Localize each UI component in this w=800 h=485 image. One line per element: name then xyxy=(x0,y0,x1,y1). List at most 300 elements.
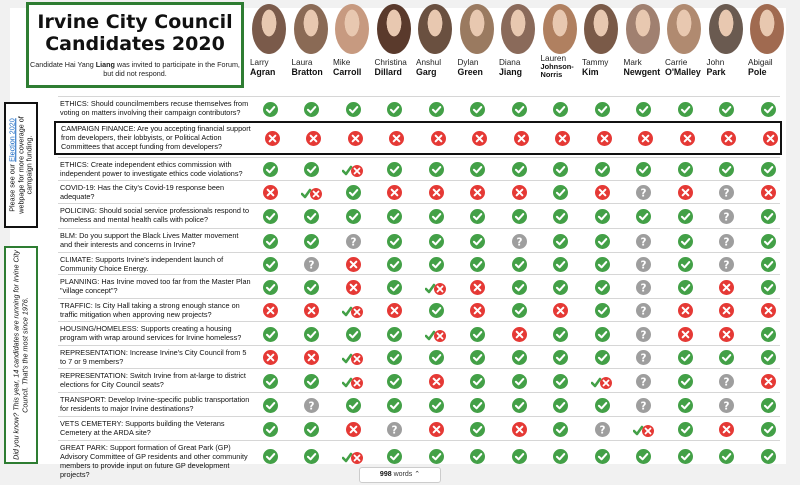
question-text: BLM: Do you support the Black Lives Matter movement and their interests and concerns in Irvine? xyxy=(60,231,239,249)
question-icon xyxy=(636,185,651,200)
check-icon xyxy=(346,209,361,224)
check-icon xyxy=(304,209,319,224)
check-icon xyxy=(678,280,693,295)
candidate-first-name: Anshul xyxy=(416,58,442,67)
question-row xyxy=(58,392,780,416)
candidate-last-name: Newgent xyxy=(623,67,661,77)
x-icon xyxy=(387,185,402,200)
x-icon xyxy=(638,131,653,146)
answer-unknown xyxy=(304,398,319,413)
x-icon xyxy=(719,327,734,342)
check-icon xyxy=(387,449,402,464)
check-icon xyxy=(304,422,319,437)
answer-unknown xyxy=(636,350,651,365)
candidate-photo xyxy=(584,4,618,54)
answer-yes xyxy=(678,257,693,272)
answer-yes xyxy=(512,350,527,365)
question-row xyxy=(58,252,780,274)
answer-yes xyxy=(387,209,402,224)
answer-yes xyxy=(678,350,693,365)
x-icon xyxy=(678,303,693,318)
page-title: Irvine City Council Candidates 2020 xyxy=(37,11,233,55)
answer-yes xyxy=(719,350,734,365)
check-icon xyxy=(553,257,568,272)
check-icon xyxy=(470,162,485,177)
candidate-last-name: Park xyxy=(706,67,726,77)
answer-no xyxy=(678,303,693,318)
answer-yes xyxy=(595,234,610,249)
check-icon xyxy=(761,209,776,224)
check-icon xyxy=(678,398,693,413)
answer-yes xyxy=(429,209,444,224)
answer-yes xyxy=(719,162,734,177)
x-icon xyxy=(429,185,444,200)
check-icon xyxy=(387,162,402,177)
title-box xyxy=(26,2,244,88)
answer-yes xyxy=(346,209,361,224)
answer-yes xyxy=(678,398,693,413)
check-icon xyxy=(553,398,568,413)
answer-unknown xyxy=(719,185,734,200)
answer-yes xyxy=(346,102,361,117)
x-icon xyxy=(512,422,527,437)
answer-no xyxy=(555,131,570,146)
answer-yes xyxy=(470,102,485,117)
answer-yes xyxy=(387,350,402,365)
candidate-photo xyxy=(460,4,494,54)
answer-yes xyxy=(304,280,319,295)
answer-yes xyxy=(761,398,776,413)
answer-yes xyxy=(761,422,776,437)
x-icon xyxy=(680,131,695,146)
election-coverage-note: Please see our Election 2020 webpage for more coverage of campaign funding. xyxy=(4,102,38,228)
check-icon xyxy=(761,422,776,437)
check-icon xyxy=(346,327,361,342)
check-icon xyxy=(263,162,278,177)
question-text: ETHICS: Should councilmembers recuse themselves from voting on matters involving their campaign contributors? xyxy=(60,99,249,117)
answer-no xyxy=(472,131,487,146)
answer-unknown xyxy=(595,422,610,437)
answer-yes xyxy=(553,185,568,200)
answer-yes xyxy=(429,449,444,464)
answer-yes xyxy=(387,102,402,117)
answer-no xyxy=(719,422,734,437)
check-icon xyxy=(636,162,651,177)
answer-yes xyxy=(470,374,485,389)
question-icon xyxy=(636,280,651,295)
check-icon xyxy=(387,327,402,342)
answer-no xyxy=(387,185,402,200)
answer-yes xyxy=(761,280,776,295)
answer-yes xyxy=(595,162,610,177)
chevron-updown-icon: ⌃ xyxy=(414,471,421,478)
word-count-widget[interactable]: 998 words ⌃ xyxy=(359,467,441,483)
check-icon xyxy=(595,257,610,272)
candidate-bratton xyxy=(292,0,332,77)
answer-unknown xyxy=(719,374,734,389)
answer-yes xyxy=(512,162,527,177)
x-icon xyxy=(348,131,363,146)
answer-yes xyxy=(678,209,693,224)
answer-yes xyxy=(553,398,568,413)
question-text: REPRESENTATION: Increase Irvine's City Council from 5 to 7 or 9 members? xyxy=(60,348,247,366)
question-icon xyxy=(719,185,734,200)
mixed-icon xyxy=(425,327,447,343)
answer-yes xyxy=(470,209,485,224)
question-text: COVID-19: Has the City's Covid-19 response been adequate? xyxy=(60,183,225,201)
answer-yes xyxy=(761,327,776,342)
candidate-photo xyxy=(626,4,660,54)
x-icon xyxy=(429,374,444,389)
answer-no xyxy=(597,131,612,146)
svg-text:?: ? xyxy=(640,375,647,388)
check-icon xyxy=(719,449,734,464)
answer-yes xyxy=(387,327,402,342)
answer-unknown xyxy=(719,398,734,413)
check-icon xyxy=(553,280,568,295)
check-icon xyxy=(263,374,278,389)
question-icon xyxy=(719,257,734,272)
check-icon xyxy=(553,162,568,177)
answer-yes xyxy=(678,102,693,117)
answer-yes xyxy=(636,102,651,117)
check-icon xyxy=(595,102,610,117)
check-icon xyxy=(263,102,278,117)
check-icon xyxy=(512,209,527,224)
answer-yes xyxy=(678,280,693,295)
check-icon xyxy=(346,185,361,200)
answer-yes xyxy=(387,162,402,177)
x-icon xyxy=(346,280,361,295)
check-icon xyxy=(636,209,651,224)
question-row xyxy=(58,321,780,345)
question-row xyxy=(58,274,780,298)
x-icon xyxy=(597,131,612,146)
answer-yes xyxy=(304,327,319,342)
check-icon xyxy=(595,398,610,413)
answer-unknown xyxy=(636,374,651,389)
answer-yes xyxy=(387,449,402,464)
answer-no xyxy=(263,350,278,365)
answer-yes xyxy=(595,350,610,365)
check-icon xyxy=(470,449,485,464)
check-icon xyxy=(678,209,693,224)
question-icon xyxy=(304,398,319,413)
x-icon xyxy=(555,131,570,146)
answer-yes xyxy=(512,303,527,318)
candidate-photo xyxy=(294,4,328,54)
answer-no xyxy=(263,303,278,318)
answer-unknown xyxy=(387,422,402,437)
question-text: CLIMATE: Supports Irvine's independent launch of Community Choice Energy. xyxy=(60,255,224,273)
answer-yes xyxy=(595,449,610,464)
answer-yes xyxy=(553,257,568,272)
candidate-last-name: O'Malley xyxy=(665,67,701,77)
answer-no xyxy=(678,185,693,200)
candidate-photo xyxy=(418,4,452,54)
answer-yes xyxy=(387,374,402,389)
question-icon xyxy=(595,422,610,437)
answer-unknown xyxy=(719,234,734,249)
x-icon xyxy=(470,280,485,295)
did-you-know-note: Did you know? This year, 14 candidates are running for Irvine City Council. That's the most since 1976. xyxy=(4,246,38,464)
candidate-photo xyxy=(335,4,369,54)
question-icon xyxy=(636,234,651,249)
check-icon xyxy=(595,303,610,318)
question-text: REPRESENTATION: Switch Irvine from at-large to district elections for City Council seats? xyxy=(60,371,246,389)
answer-yes xyxy=(719,102,734,117)
check-icon xyxy=(761,398,776,413)
answer-no xyxy=(429,422,444,437)
answer-no xyxy=(719,280,734,295)
answer-yes xyxy=(512,280,527,295)
candidate-dillard xyxy=(375,0,415,77)
answer-unknown xyxy=(636,185,651,200)
svg-text:?: ? xyxy=(640,235,647,248)
question-row xyxy=(58,203,780,228)
answer-no xyxy=(761,185,776,200)
svg-text:?: ? xyxy=(640,399,647,412)
check-icon xyxy=(263,234,278,249)
check-icon xyxy=(761,102,776,117)
svg-text:?: ? xyxy=(599,423,605,436)
check-icon xyxy=(553,327,568,342)
answer-yes xyxy=(346,327,361,342)
answer-no xyxy=(263,185,278,200)
answer-unknown xyxy=(346,234,361,249)
question-row xyxy=(54,121,782,155)
answer-yes xyxy=(553,350,568,365)
answer-mixed xyxy=(342,162,364,177)
check-icon xyxy=(263,280,278,295)
question-row xyxy=(58,298,780,321)
check-icon xyxy=(470,234,485,249)
candidate-photo xyxy=(377,4,411,54)
answer-yes xyxy=(553,234,568,249)
answer-yes xyxy=(636,162,651,177)
check-icon xyxy=(719,102,734,117)
x-icon xyxy=(514,131,529,146)
answer-yes xyxy=(304,102,319,117)
check-icon xyxy=(512,102,527,117)
check-icon xyxy=(678,422,693,437)
candidate-last-name: Bratton xyxy=(291,67,323,77)
answer-unknown xyxy=(636,303,651,318)
candidate-photo xyxy=(501,4,535,54)
question-text: VETS CEMETERY: Supports building the Veterans Cemetery at the ARDA site? xyxy=(60,419,225,437)
mixed-icon xyxy=(633,422,655,438)
answer-no xyxy=(719,303,734,318)
check-icon xyxy=(304,102,319,117)
candidate-newgent xyxy=(624,0,664,77)
answer-no xyxy=(678,327,693,342)
question-text: TRAFFIC: Is City Hall taking a strong enough stance on traffic mitigation when approving new projects? xyxy=(60,301,240,319)
answer-yes xyxy=(553,374,568,389)
answer-yes xyxy=(678,162,693,177)
check-icon xyxy=(512,280,527,295)
check-icon xyxy=(512,257,527,272)
answer-unknown xyxy=(636,280,651,295)
answer-unknown xyxy=(304,257,319,272)
check-icon xyxy=(387,257,402,272)
svg-text:?: ? xyxy=(723,211,730,224)
check-icon xyxy=(387,350,402,365)
answer-yes xyxy=(429,234,444,249)
candidate-pole xyxy=(748,0,788,77)
candidate-first-name: Carrie xyxy=(665,58,688,67)
answer-yes xyxy=(553,102,568,117)
check-icon xyxy=(429,102,444,117)
check-icon xyxy=(470,398,485,413)
svg-text:?: ? xyxy=(723,375,730,388)
candidate-garg xyxy=(416,0,456,77)
answer-yes xyxy=(761,449,776,464)
check-icon xyxy=(429,350,444,365)
answer-yes xyxy=(761,257,776,272)
answer-no xyxy=(429,185,444,200)
answer-yes xyxy=(470,449,485,464)
check-icon xyxy=(512,162,527,177)
candidate-first-name: John xyxy=(706,58,725,67)
check-icon xyxy=(470,102,485,117)
x-icon xyxy=(306,131,321,146)
answer-yes xyxy=(761,162,776,177)
check-icon xyxy=(595,162,610,177)
answer-yes xyxy=(636,209,651,224)
check-icon xyxy=(429,234,444,249)
x-icon xyxy=(761,185,776,200)
answer-no xyxy=(348,131,363,146)
question-row xyxy=(58,157,780,180)
answer-no xyxy=(470,303,485,318)
answer-yes xyxy=(304,209,319,224)
check-icon xyxy=(595,350,610,365)
answer-yes xyxy=(387,257,402,272)
check-icon xyxy=(512,398,527,413)
answer-yes xyxy=(263,162,278,177)
candidate-last-name: Garg xyxy=(416,67,437,77)
check-icon xyxy=(636,102,651,117)
svg-text:?: ? xyxy=(350,235,356,248)
check-icon xyxy=(304,234,319,249)
candidate-last-name: Pole xyxy=(748,67,767,77)
svg-text:?: ? xyxy=(723,258,730,271)
candidate-last-name: Green xyxy=(457,67,483,77)
answer-no xyxy=(387,303,402,318)
answer-no xyxy=(761,374,776,389)
answer-no xyxy=(304,303,319,318)
question-icon xyxy=(304,257,319,272)
svg-text:?: ? xyxy=(640,352,647,365)
check-icon xyxy=(387,398,402,413)
check-icon xyxy=(678,257,693,272)
candidate-first-name: Mike xyxy=(333,58,351,67)
question-icon xyxy=(719,374,734,389)
svg-text:?: ? xyxy=(640,187,647,200)
check-icon xyxy=(761,257,776,272)
answer-mixed xyxy=(425,280,447,295)
svg-text:?: ? xyxy=(640,281,647,294)
candidate-last-name: Carroll xyxy=(333,67,362,77)
x-icon xyxy=(553,303,568,318)
candidate-jiang xyxy=(499,0,539,77)
check-icon xyxy=(263,422,278,437)
check-icon xyxy=(429,257,444,272)
candidate-first-name: Lauren xyxy=(540,54,566,63)
answer-yes xyxy=(678,234,693,249)
check-icon xyxy=(429,303,444,318)
svg-text:?: ? xyxy=(723,235,730,248)
check-icon xyxy=(678,350,693,365)
candidate-agran xyxy=(250,0,290,77)
candidate-first-name: Christina xyxy=(374,58,407,67)
answer-yes xyxy=(429,303,444,318)
answer-yes xyxy=(470,234,485,249)
mixed-icon xyxy=(342,449,364,465)
question-row xyxy=(58,368,780,392)
answer-unknown xyxy=(719,209,734,224)
answer-yes xyxy=(429,257,444,272)
x-icon xyxy=(389,131,404,146)
answer-yes xyxy=(387,280,402,295)
x-icon xyxy=(304,303,319,318)
answer-yes xyxy=(263,327,278,342)
question-icon xyxy=(636,303,651,318)
check-icon xyxy=(429,162,444,177)
candidate-carroll xyxy=(333,0,373,77)
title-note: Candidate Hai Yang Liang was invited to participate in the Forum, but did not respond. xyxy=(30,60,240,78)
check-icon xyxy=(595,449,610,464)
check-icon xyxy=(429,209,444,224)
x-icon xyxy=(431,131,446,146)
mixed-icon xyxy=(425,280,447,296)
question-icon xyxy=(636,398,651,413)
answer-yes xyxy=(263,280,278,295)
answer-yes xyxy=(636,449,651,464)
question-icon xyxy=(636,327,651,342)
answer-no xyxy=(553,303,568,318)
candidate-photo xyxy=(667,4,701,54)
check-icon xyxy=(595,209,610,224)
check-icon xyxy=(263,449,278,464)
check-icon xyxy=(595,234,610,249)
candidate-first-name: Abigail xyxy=(748,58,773,67)
x-icon xyxy=(719,280,734,295)
mixed-icon xyxy=(301,185,323,201)
check-icon xyxy=(719,350,734,365)
x-icon xyxy=(429,422,444,437)
candidate-park xyxy=(707,0,747,77)
answer-yes xyxy=(553,162,568,177)
candidate-first-name: Dylan xyxy=(457,58,479,67)
answer-yes xyxy=(761,234,776,249)
answer-yes xyxy=(429,398,444,413)
candidate-first-name: Laura xyxy=(291,58,313,67)
answer-yes xyxy=(470,327,485,342)
check-icon xyxy=(553,102,568,117)
answer-yes xyxy=(263,257,278,272)
answer-yes xyxy=(470,398,485,413)
answer-yes xyxy=(263,398,278,413)
check-icon xyxy=(678,449,693,464)
question-text: GREAT PARK: Support formation of Great Park (GP) Advisory Committee of GP residents and other community members to provide input on future GP development projects? xyxy=(60,443,248,479)
election-2020-link[interactable]: Election 2020 xyxy=(7,118,17,162)
answer-yes xyxy=(263,234,278,249)
answer-yes xyxy=(553,280,568,295)
answer-yes xyxy=(263,449,278,464)
answer-yes xyxy=(595,257,610,272)
question-row xyxy=(58,416,780,440)
